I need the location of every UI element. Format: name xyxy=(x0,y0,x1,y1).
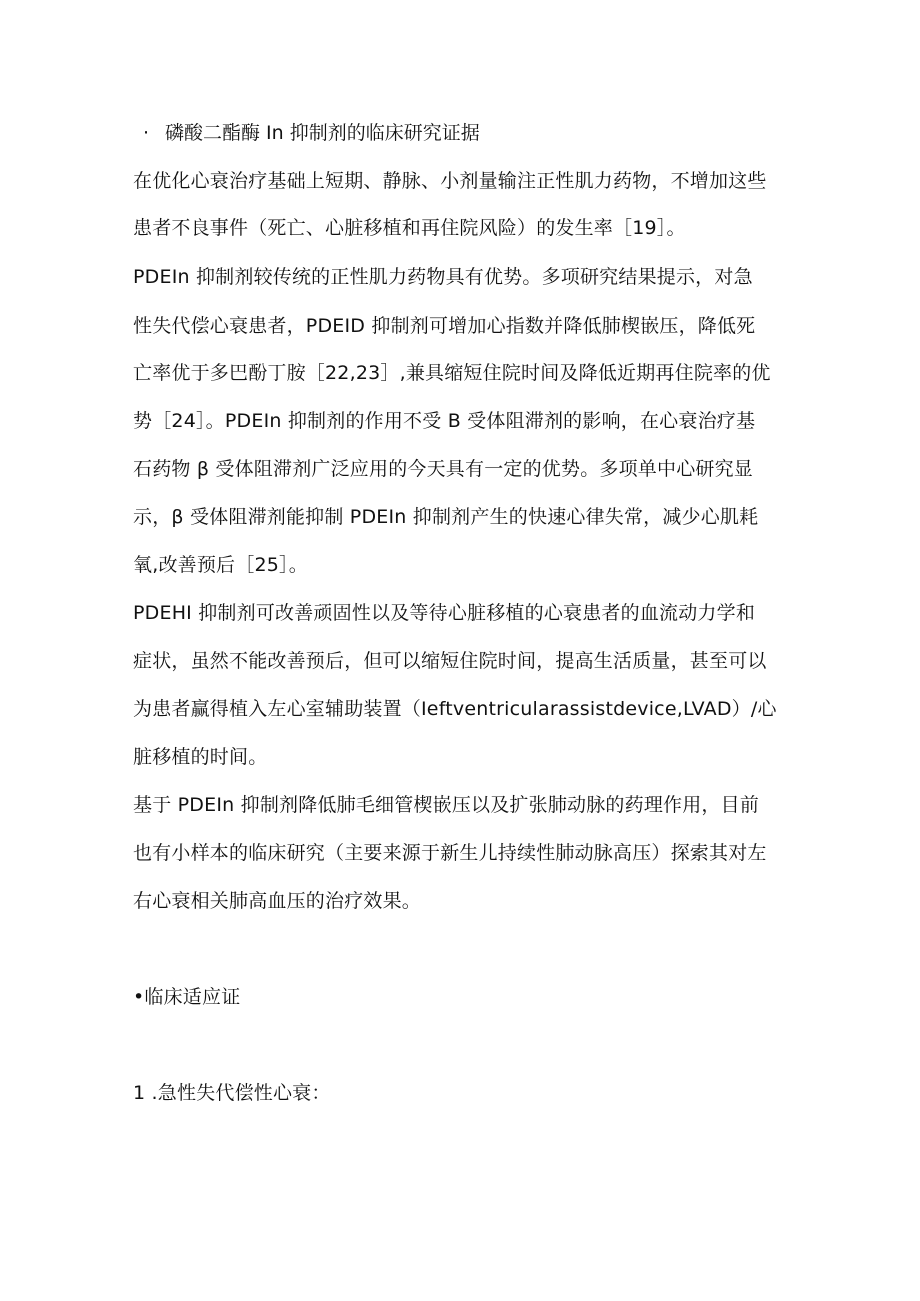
paragraph-3-line-2: 症状，虽然不能改善预后，但可以缩短住院时间，提高生活质量，甚至可以 xyxy=(133,650,767,672)
paragraph-2-line-3: 亡率优于多巴酚丁胺［22,23］,兼具缩短住院时间及降低近期再住院率的优 xyxy=(133,362,771,384)
paragraph-2-line-6: 示，β 受体阻滞剂能抑制 PDEIn 抑制剂产生的快速心律失常，减少心肌耗 xyxy=(133,506,759,528)
section-heading: 磷酸二酯酶 In 抑制剂的临床研究证据 xyxy=(165,122,480,144)
paragraph-4-line-2: 也有小样本的临床研究（主要来源于新生儿持续性肺动脉高压）探索其对左 xyxy=(133,842,767,864)
clinical-indications-heading: •临床适应证 xyxy=(133,986,241,1008)
paragraph-1-line-2: 患者不良事件（死亡、心脏移植和再住院风险）的发生率［19］。 xyxy=(133,217,686,239)
paragraph-2-line-4: 势［24］。PDEIn 抑制剂的作用不受 B 受体阻滞剂的影响，在心衰治疗基 xyxy=(133,410,756,432)
paragraph-4-line-3: 右心衰相关肺高血压的治疗效果。 xyxy=(133,890,422,912)
paragraph-3-line-4: 脏移植的时间。 xyxy=(133,746,268,768)
paragraph-3-line-3: 为患者赢得植入左心室辅助装置（Ieftventricularassistdevice,LVAD）/心 xyxy=(133,698,777,720)
paragraph-2-line-2: 性失代偿心衰患者，PDEID 抑制剂可增加心指数并降低肺楔嵌压，降低死 xyxy=(133,315,756,337)
paragraph-2-line-7: 氧,改善预后［25］。 xyxy=(133,554,308,576)
paragraph-1-line-1: 在优化心衰治疗基础上短期、静脉、小剂量输注正性肌力药物，不增加这些 xyxy=(133,170,767,192)
paragraph-3-line-1: PDEHI 抑制剂可改善顽固性以及等待心脏移植的心衰患者的血流动力学和 xyxy=(133,602,756,624)
paragraph-2-line-1: PDEIn 抑制剂较传统的正性肌力药物具有优势。多项研究结果提示，对急 xyxy=(133,266,753,288)
paragraph-2-line-5: 石药物 β 受体阻滞剂广泛应用的今天具有一定的优势。多项单中心研究显 xyxy=(133,458,754,480)
paragraph-4-line-1: 基于 PDEIn 抑制剂降低肺毛细管楔嵌压以及扩张肺动脉的药理作用，目前 xyxy=(133,794,760,816)
numbered-item-1: 1 .急性失代偿性心衰： xyxy=(133,1082,331,1104)
heading-bullet: · xyxy=(143,122,150,144)
